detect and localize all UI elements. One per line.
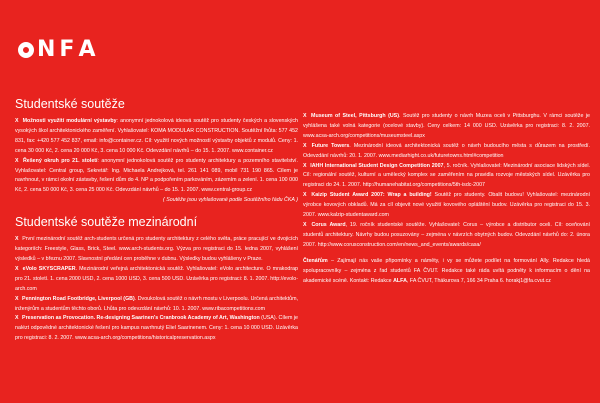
bullet-x: X bbox=[303, 221, 307, 228]
item-title: Kaizip Student Award 2007: Wrap a building! bbox=[311, 192, 432, 199]
item-title: IAHH International Student Design Competition 2007 bbox=[310, 162, 444, 169]
logo-letter-f: F bbox=[59, 37, 76, 62]
readers-notice bbox=[303, 257, 590, 287]
bullet-x: X bbox=[15, 118, 19, 124]
heading-international-competitions: Studentské soutěže mezinárodní bbox=[15, 215, 198, 230]
competition-item bbox=[15, 314, 298, 344]
bullet-x: X bbox=[303, 192, 307, 199]
alfa-brand: ALFA bbox=[393, 277, 407, 284]
bullet-x: X bbox=[15, 315, 19, 322]
item-text: . Dvoukolová soutěž o návrh mostu v Liverpoolu. Určená architektům, inženýrům a studentům těchto oborů. Lhůta pro odevzdání návrhů: 10. 1. 2007. www.ribacompetitions.com bbox=[15, 295, 298, 312]
bullet-x: X bbox=[15, 157, 19, 164]
item-text: Soutěž pro studenty. Obalit budovu! Vyhlašovatel: mezinárodní výrobce kovových obkladů. Má za cíl objevit nové využití kovového opláštění budov. Uzávěrka pro registraci do 15. 3. 2007. www.kalzip-studentaward.com bbox=[303, 192, 590, 219]
item-text: , 19. ročník studentské soutěže. Vyhlašovatel: Corus – výrobce a distributor oceli. Cíl: oceňování studentů architektury. Návrhy budou posuzovány – zejména v návrzích obytných budov. Odevzdání návrhů do: 2. února 2007. http://www.corusconstruction.com/en/news_and_events/awards/casa/ bbox=[303, 221, 591, 248]
item-title: Preservation as Provocation. Re-designing Saarinen's Cranbrook Academy of Art, Washington bbox=[22, 315, 260, 322]
competition-item bbox=[15, 157, 298, 197]
item-title: Future Towers bbox=[311, 142, 350, 149]
item-text: , 5. ročník. Vyhlašovatel: Mezinárodní asociace lidských sídel. Cíl: regionální soutěž, kulturní a umělecký komplex se zaměřením na pravidla rozvoje městských sídel. Uzávěrka pro registraci do 24. 1. 2007. http://humanehabitat.org/competitions/5th-isdc-2007 bbox=[303, 162, 590, 189]
item-text: (USA). Cílem je nalézt odpovědné architektonické řešení pro kampus navrhnutý Eliel Saarinenem. Ceny: 1. cena 10 000 USD. Uzávěrka pro registraci: 8. 2. 2007. www.acsa-arch.org/competitions/historicalpreservation.aspx bbox=[15, 315, 298, 342]
competition-item bbox=[15, 265, 298, 295]
competition-item bbox=[15, 295, 298, 315]
item-title: Pennington Road Footbridge, Liverpool (GB) bbox=[22, 295, 135, 302]
item-title: Museum of Steel, Pittsburgh (US) bbox=[311, 113, 399, 119]
item-title: eVolo SKYSCRAPER bbox=[22, 265, 76, 272]
heading-student-competitions: Studentské soutěže bbox=[15, 97, 125, 111]
competition-item bbox=[15, 235, 298, 265]
logo-letter-a: A bbox=[78, 37, 97, 62]
bullet-x: X bbox=[303, 142, 307, 149]
item-text: : anonymní jednokolová soutěž pro studenty architektury a pozemního stavitelství. Vyhlašovatel: Central group, Sekretář: Ing. Michaela Andrejková, tel. 261 141 089, mobil 731 190 865. Cílem je navrhnout, v rámci okolní zástavby, řešení dům do 4. NP a podpořením parkováním, zázemím a zelení. 1. cena 100 000 Kč, 2. cena 50 000 Kč, 3. cena 25 000 Kč. Odevzdání návrhů – do 15. 1. 2007. www.central-group.cz bbox=[15, 157, 298, 194]
right-column bbox=[303, 112, 590, 286]
item-title: Corus Award bbox=[311, 221, 346, 228]
competition-item bbox=[303, 162, 590, 192]
competition-item bbox=[303, 221, 590, 251]
bullet-x: X bbox=[303, 113, 307, 119]
bullet-x: X bbox=[303, 162, 307, 169]
left-column bbox=[15, 98, 298, 344]
bullet-x: X bbox=[15, 236, 19, 243]
item-text: . Mezinárodní veřejná architektonická soutěž. Vyhlašovatel: eVolo architecture. O mrakodrap pro 21. století. 1. cena 2000 USD, 2. cena 1000 USD, 3. cena 500 USD. Uzávěrka pro registraci: 8. 1. 2007. http://evolo-arch.com bbox=[15, 265, 298, 292]
item-text: . Soutěž pro studenty o návrh Muzea oceli v Pittsburghu. V rámci soutěže je vyhlášena také volná kategorie (ocelové stavby). Ceny celkem: 14 000 USD. Uzávěrka pro registraci: 8. 2. 2007. www.acsa-arch.org/competitions/museumsteel.aspx bbox=[303, 113, 590, 139]
competition-item bbox=[15, 117, 298, 157]
bullet-x: X bbox=[15, 265, 19, 272]
item-title: Řešený okruh pro 21. století bbox=[22, 157, 98, 164]
readers-text: – Zajímají nás vaše připomínky a náměty, i vy se můžete podílet na formování Ally. Redakce hledá spolupracovníky – zejména z řad studentů FA ČVUT. Redakce také ráda uvítá podněty k informacím o dění na akademické scéně. Kontakt: Redakce bbox=[303, 257, 590, 284]
rules-note: ( Soutěže jsou vyhlašované podle Soutěžního řádu ČKA ) bbox=[163, 197, 298, 204]
readers-label: Čtenářům bbox=[303, 257, 328, 264]
item-text: První mezinárodní soutěž arch-students určená pro studenty architektury z celého světa, práce pracující ve dvojicích kategoriích: Freestyle, Glass, Brick, Steel. www.arch-students.org. Výzva pro registraci do 15. ledna 2007, vyhlášení výsledků – v březnu 2007. Slavnostní předání cen proběhne v dubnu. Výsledky budou vyhlášeny v Praze. bbox=[15, 236, 298, 262]
competition-item bbox=[303, 142, 590, 162]
item-title: Možnosti využití modulární výstavby bbox=[22, 118, 117, 124]
logo-o-ring bbox=[18, 42, 34, 58]
onfa-logo bbox=[18, 38, 102, 62]
item-text: . Mezinárodní ideová architektonická soutěž o návrh budoucího města s důrazem na prostředí. Odevzdání návrhů: 20. 1. 2007. www.mediarhight.co.uk/futuretowns.html#competition bbox=[303, 142, 590, 159]
competition-item bbox=[303, 112, 590, 142]
bullet-x: X bbox=[15, 295, 19, 302]
readers-contact: , FA ČVUT, Thákurova 7, 166 34 Praha 6. horakj1@fa.cvut.cz bbox=[406, 277, 551, 284]
competition-item bbox=[303, 191, 590, 221]
item-text: : anonymní jednokolová ideová soutěž pro studenty českých a slovenských vysokých škol architektonického zaměření. Vyhlašovatel: KOMA MODULAR CONSTRUCTION. Soutěžní lhůta: 577 452 831, fax: +420 577 452 837, email: info@container.cz. Cíl: využití nových možností výstavby objektů z modulů. Ceny: 1. cena 30 000 Kč, 2. cena 20 000 Kč, 3. cena 10 000 Kč. Odevzdání návrhů – do 15. 1. 2007. www.container.cz bbox=[15, 118, 298, 154]
logo-letter-n: N bbox=[37, 37, 57, 62]
